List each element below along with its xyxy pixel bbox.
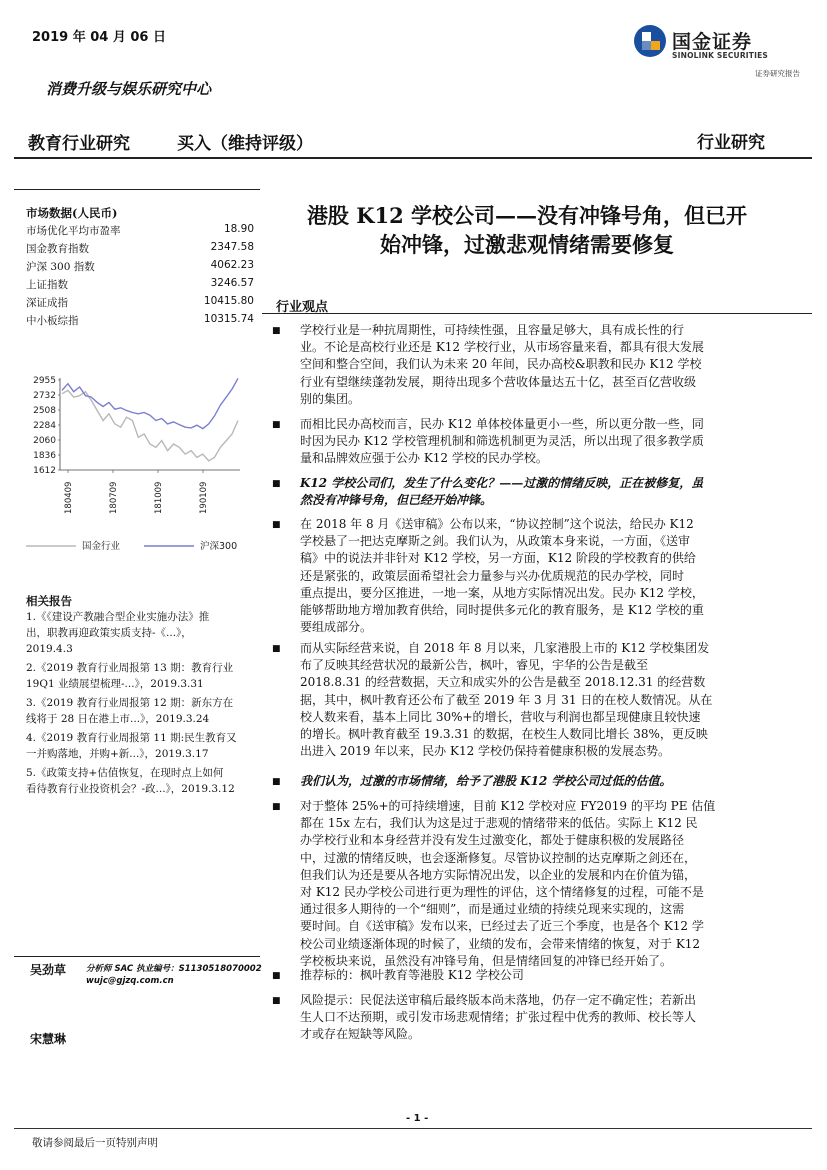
analyst-name-2: 宋慧琳 xyxy=(30,1032,67,1046)
market-row-label: 中小板综指 xyxy=(26,315,79,327)
related-report-line: 4.《2019 教育行业周报第 11 期:民生教育又 xyxy=(26,732,237,744)
paragraph-line: 通过很多人期待的一个“细则”，而是通过业绩的持续兑现来实现的，这需 xyxy=(300,902,685,917)
body-paragraph xyxy=(300,416,790,468)
related-report-line: 1.《《建设产教融合型企业实施办法》推 xyxy=(26,611,210,623)
related-report-line: 2.《2019 教育行业周报第 13 期：教育行业 xyxy=(26,662,234,674)
paragraph-line: 中，过激的情绪反映，也会逐渐修复。尽管协议控制的达克摩斯之剑还在， xyxy=(300,850,697,865)
paragraph-line: 能够帮助地方增加教育供给，同时提供多元化的教育服务，是 K12 学校的重 xyxy=(300,603,704,618)
paragraph-line: 学校行业是一种抗周期性，可持续性强，且容量足够大，具有成长性的行 xyxy=(300,323,685,337)
report-type: 行业研究 xyxy=(697,133,765,153)
paragraph-line: 时因为民办 K12 学校管理机制和筛选机制更为灵活，所以出现了很多教学质 xyxy=(300,434,704,449)
industry-label: 教育行业研究 xyxy=(28,134,130,154)
market-row-label: 上证指数 xyxy=(26,279,68,291)
analyst-email[interactable]: wujc@gjzq.com.cn xyxy=(86,976,174,986)
related-report-line: 一并购落地，并购+新...》，2019.3.17 xyxy=(26,748,209,760)
report-title-line2: 始冲锋，过激悲观情绪需要修复 xyxy=(380,232,674,257)
paragraph-line: 学校悬了一把达克摩斯之剑。我们认为，从政策本身来说，一方面，《送审 xyxy=(300,534,691,549)
chart-y-tick-label: 2508 xyxy=(33,406,56,416)
analyst-info xyxy=(86,963,262,987)
paragraph-line: 对 K12 民办学校公司进行更为理性的评估，这个情绪修复的过程，可能不是 xyxy=(300,885,704,900)
header-divider xyxy=(14,157,812,159)
paragraph-line: 但我们认为还是要从各地方实际情况出发，以企业的发展和内在价值为锚， xyxy=(300,867,697,882)
market-row-value: 4062.23 xyxy=(210,259,254,271)
paragraph-line: 业。不论是高校行业还是 K12 学校行业，从市场容量来看，都具有很大发展 xyxy=(300,340,704,355)
chart-y-tick-label: 2732 xyxy=(33,391,56,401)
analyst-name: 吴劲草 xyxy=(30,963,67,977)
logo-chinese-name: 国金证券 xyxy=(672,31,753,53)
chart-y-tick-label: 1612 xyxy=(33,466,56,476)
paragraph-line: 2018.8.31 的经营数据，天立和成实外的公告是截至 2018.12.31 的经营数 xyxy=(300,675,706,690)
section-heading: 行业观点 xyxy=(276,300,329,315)
disclaimer-note: 敬请参阅最后一页特别声明 xyxy=(32,1137,158,1149)
page-number: - 1 - xyxy=(402,1113,432,1124)
paragraph-line: 学校板块来说，虽然没有冲锋号角，但是情绪回复的冲锋已经开始了。 xyxy=(300,953,673,968)
chart-x-tick-label: 180409 xyxy=(64,481,74,514)
body-paragraph xyxy=(300,798,790,970)
related-report-line: 看待教育行业投资机会？-政...》，2019.3.12 xyxy=(26,783,235,795)
paragraph-line: 然没有冲锋号角，但已经开始冲锋。 xyxy=(300,493,493,508)
footer-divider xyxy=(14,1128,812,1129)
chart-series-line xyxy=(62,390,238,460)
related-report-line: 3.《2019 教育行业周报第 12 期：新东方在 xyxy=(26,697,234,709)
market-row-label: 深证成指 xyxy=(26,297,68,309)
related-report-line: 19Q1 业绩展望梳理-...》，2019.3.31 xyxy=(26,678,204,690)
bullet-square-icon xyxy=(272,971,282,981)
market-data-title: 市场数据(人民币) xyxy=(26,206,118,220)
paragraph-line: 在 2018 年 8 月《送审稿》公布以来，“协议控制”这个说法，给民办 K12 xyxy=(300,517,694,531)
chart-y-tick-label: 2284 xyxy=(33,421,56,431)
related-report-item[interactable] xyxy=(26,730,266,762)
market-row-value: 2347.58 xyxy=(210,241,254,253)
related-report-line: 2019.4.3 xyxy=(26,643,73,655)
bullet-square-icon xyxy=(272,479,282,489)
paragraph-line: 才或存在短缺等风险。 xyxy=(300,1027,421,1042)
paragraph-line: 对于整体 25%+的可持续增速，目前 K12 学校对应 FY2019 的平均 PE 估值 xyxy=(300,799,716,813)
paragraph-line: 我们认为，过激的市场情绪，给予了港股 K12 学校公司过低的估值。 xyxy=(300,774,672,788)
market-row-label: 市场优化平均市盈率 xyxy=(26,225,121,237)
analyst-sac-id: 分析师 SAC 执业编号：S1130518070002 xyxy=(86,964,262,974)
paragraph-line: 出进入 2019 年以来，民办 K12 学校仍保持着健康积极的发展态势。 xyxy=(300,744,671,759)
related-report-line: 出，职教再迎政策实质支持-《...》， xyxy=(26,627,192,639)
body-paragraph xyxy=(300,322,790,408)
paragraph-line: 还是紧张的，政策层面希望社会力量参与兴办优质规范的民办学校，同时 xyxy=(300,568,685,583)
paragraph-line: 校公司业绩逐渐体现的时候了，业绩的发布，会带来情绪的恢复，对于 K12 xyxy=(300,936,701,951)
chart-x-tick-label: 190109 xyxy=(199,481,209,514)
report-title-line1: 港股 K12 学校公司——没有冲锋号角，但已开 xyxy=(306,203,748,228)
research-center-name: 消费升级与娱乐研究中心 xyxy=(46,80,212,98)
paragraph-line: 布了反映其经营状况的最新公告，枫叶，睿见，宇华的公告是截至 xyxy=(300,658,649,673)
index-line-chart xyxy=(18,368,248,568)
market-row-value: 18.90 xyxy=(223,223,254,235)
paragraph-line: 空间和整合空间，我们认为未来 20 年间，民办高校&职教和民办 K12 学校 xyxy=(300,357,702,372)
body-paragraph xyxy=(300,640,790,760)
related-reports-panel xyxy=(26,593,258,833)
chart-x-tick-label: 180709 xyxy=(109,481,119,514)
paragraph-line: 而相比民办高校而言，民办 K12 单体校体量更小一些，所以更分散一些，同 xyxy=(300,417,704,431)
paragraph-line: 行业有望继续蓬勃发展，期待出现多个营收体量达五十亿，甚至百亿营收级 xyxy=(300,374,697,389)
logo-subtitle: 证券研究报告 xyxy=(755,69,800,78)
body-paragraph xyxy=(300,475,790,509)
section-divider xyxy=(262,313,812,314)
market-row-value: 10415.80 xyxy=(203,295,254,307)
body-paragraph xyxy=(300,967,790,984)
report-title xyxy=(262,201,792,259)
related-reports-title: 相关报告 xyxy=(26,594,72,608)
paragraph-line: 重点提出，要分区推进，一地一案，从地方实际情况出发。民办 K12 学校， xyxy=(300,585,704,600)
chart-series-line xyxy=(62,378,238,428)
paragraph-line: 生人口不达预期，或引发市场悲观情绪；扩张过程中优秀的教师、校长等人 xyxy=(300,1010,697,1025)
related-report-item[interactable] xyxy=(26,660,266,692)
related-report-item[interactable] xyxy=(26,695,266,727)
paragraph-line: 要时间。自《送审稿》发布以来，已经过去了近三个季度，也是各个 K12 学 xyxy=(300,919,704,934)
chart-x-tick-label: 181009 xyxy=(154,481,164,514)
market-row-label: 沪深 300 指数 xyxy=(26,261,95,273)
chart-y-tick-label: 2060 xyxy=(33,436,56,446)
logo-english-name: SINOLINK SECURITIES xyxy=(672,51,769,60)
paragraph-line: 别的集团。 xyxy=(300,391,361,406)
chart-legend-label: 沪深300 xyxy=(200,541,238,552)
related-report-item[interactable] xyxy=(26,765,266,797)
sidebar-top-divider xyxy=(14,189,260,190)
body-paragraph xyxy=(300,773,790,790)
body-paragraph xyxy=(300,992,790,1044)
chart-y-tick-label: 1836 xyxy=(33,451,56,461)
market-row-label: 国金教育指数 xyxy=(26,243,89,255)
paragraph-line: 的增长。枫叶教育截至 19.3.31 的数据，在校生人数同比增长 38%，更反映 xyxy=(300,727,708,742)
paragraph-line: K12 学校公司们，发生了什么变化？——过激的情绪反映，正在被修复，虽 xyxy=(300,476,704,490)
paragraph-line: 办学校行业和本身经营并没有发生过激变化，都处于健康积极的发展路径 xyxy=(300,833,685,848)
report-date: 2019 年 04 月 06 日 xyxy=(32,30,166,45)
market-row-value: 3246.57 xyxy=(210,277,254,289)
paragraph-line: 要组成部分。 xyxy=(300,620,373,635)
paragraph-line: 校人数来看，基本上同比 30%+的增长，营收与利润也都呈现健康且较快速 xyxy=(300,709,701,724)
paragraph-line: 风险提示：民促法送审稿后最终版本尚未落地，仍存一定不确定性；若新出 xyxy=(300,993,697,1007)
related-report-line: 5.《政策支持+估值恢复，在现时点上如何 xyxy=(26,767,224,779)
analyst-divider xyxy=(14,956,260,957)
body-paragraph xyxy=(300,516,790,636)
paragraph-line: 稿》中的说法并非针对 K12 学校，另一方面，K12 阶段的学校教育的供给 xyxy=(300,551,696,566)
paragraph-line: 推荐标的：枫叶教育等港股 K12 学校公司 xyxy=(300,968,524,982)
bullet-square-icon xyxy=(272,420,282,430)
paragraph-line: 据，其中，枫叶教育还公布了截至 2019 年 3 月 31 日的在校人数情况。从在 xyxy=(300,692,713,707)
rating-label: 买入（维持评级） xyxy=(177,134,313,154)
paragraph-line: 而从实际经营来说，自 2018 年 8 月以来，几家港股上市的 K12 学校集团发 xyxy=(300,641,710,655)
paragraph-line: 都在 15x 左右，我们认为这是过于悲观的情绪带来的低估。实际上 K12 民 xyxy=(300,816,698,831)
market-data-panel xyxy=(26,205,258,325)
market-row-value: 10315.74 xyxy=(203,313,254,325)
bullet-square-icon xyxy=(272,777,282,787)
chart-legend-label: 国金行业 xyxy=(82,541,121,552)
sinolink-logo-icon xyxy=(633,24,667,58)
bullet-square-icon xyxy=(272,520,282,530)
related-report-item[interactable] xyxy=(26,609,266,657)
paragraph-line: 量和品牌效应强于公办 K12 学校的民办学校。 xyxy=(300,451,548,466)
chart-y-tick-label: 2955 xyxy=(33,376,56,386)
bullet-square-icon xyxy=(272,326,282,336)
related-report-line: 线将于 28 日在港上市...》，2019.3.24 xyxy=(26,713,210,725)
bullet-square-icon xyxy=(272,996,282,1006)
bullet-square-icon xyxy=(272,802,282,812)
bullet-square-icon xyxy=(272,644,282,654)
